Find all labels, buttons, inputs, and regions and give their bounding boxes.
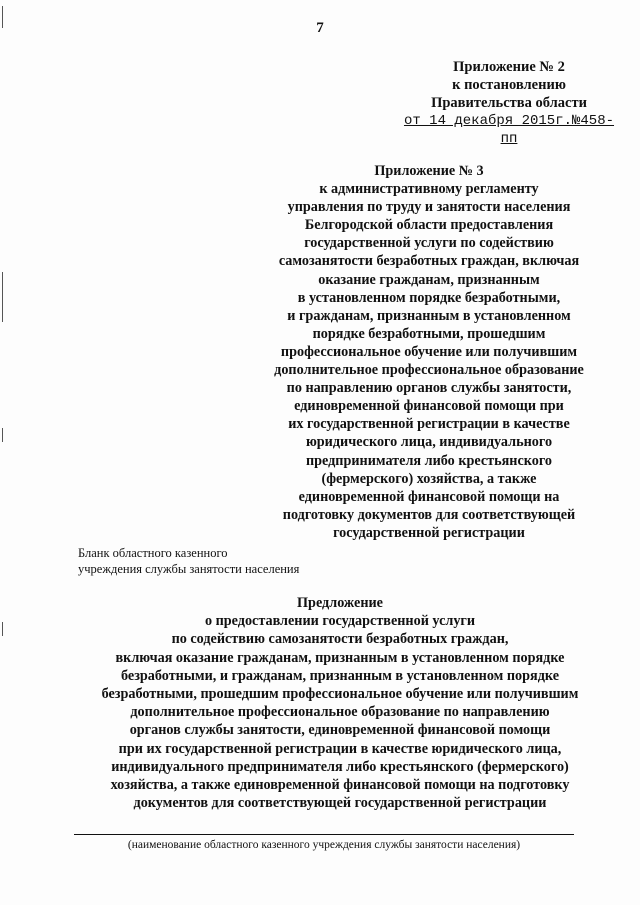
annex-3-line: юридического лица, индивидуального: [305, 434, 553, 451]
annex-3-line: подготовку документов для соответствующей: [282, 506, 576, 523]
annex-3-line: Приложение № 3: [374, 163, 484, 179]
annex-2-line: Приложение № 2: [453, 59, 565, 75]
page-number: 7: [316, 20, 324, 36]
proposal-line: безработными, прошедшим профессиональное обучение или получившим: [101, 686, 579, 703]
annex-3-line: управления по труду и занятости населения: [287, 199, 571, 216]
annex-3-line: их государственной регистрации в качестве: [288, 416, 570, 433]
signature-line: [74, 834, 574, 835]
proposal-line: по содействию самозанятости безработных граждан,: [171, 631, 509, 648]
proposal-line: безработными, и гражданам, признанным в установленном порядке: [121, 667, 559, 684]
proposal-line: дополнительное профессиональное образование по направлению: [130, 704, 550, 721]
proposal-line: индивидуального предпринимателя либо крестьянского (фермерского): [111, 758, 569, 775]
annex-2-header: [398, 58, 620, 148]
proposal-title: Предложение: [297, 595, 383, 611]
annex-3-line: единовременной финансовой помощи на: [298, 488, 560, 505]
proposal-line: хозяйства, а также единовременной финансовой помощи на подготовку: [110, 777, 570, 794]
annex-2-line: Правительства области: [431, 95, 587, 111]
annex-3-header: [248, 162, 610, 542]
letterhead-blank: [78, 545, 378, 577]
annex-3-line: порядке безработными, прошедшим: [312, 325, 546, 342]
proposal-line: при их государственной регистрации в качестве юридического лица,: [118, 740, 562, 757]
annex-3-line: по направлению органов службы занятости,: [286, 380, 572, 397]
blank-line: учреждения службы занятости населения: [78, 562, 300, 576]
annex-3-line: оказание гражданам, признанным: [318, 271, 540, 288]
proposal-line: о предоставлении государственной услуги: [204, 613, 476, 630]
annex-3-line: дополнительное профессиональное образование: [274, 362, 584, 379]
signature-caption: (наименование областного казенного учреждения службы занятости населения): [127, 839, 521, 851]
annex-3-line: единовременной финансовой помощи при: [294, 398, 564, 415]
proposal-line: документов для соответствующей государственной регистрации: [133, 795, 547, 812]
annex-3-line: государственной регистрации: [333, 524, 525, 541]
margin-mark: [2, 272, 3, 322]
annex-3-line: самозанятости безработных граждан, включая: [278, 253, 580, 270]
annex-3-line: профессиональное обучение или получившим: [280, 343, 578, 360]
annex-3-line: в установленном порядке безработными,: [297, 289, 561, 306]
proposal-line: включая оказание гражданам, признанным в установленном порядке: [115, 649, 565, 666]
proposal-block: [72, 594, 608, 812]
annex-3-line: (фермерского) хозяйства, а также: [321, 470, 537, 487]
proposal-line: органов службы занятости, единовременной финансовой помощи: [129, 722, 551, 739]
blank-line: Бланк областного казенного: [78, 546, 228, 560]
annex-3-line: к административному регламенту: [319, 181, 539, 198]
annex-3-line: Белгородской области предоставления: [304, 217, 554, 234]
annex-3-line: и гражданам, признанным в установленном: [287, 307, 571, 324]
annex-2-line: к постановлению: [452, 77, 566, 93]
margin-mark: [2, 428, 3, 442]
annex-2-date: от 14 декабря 2015г.№458-пп: [403, 113, 615, 147]
margin-mark: [2, 622, 3, 636]
annex-3-line: государственной услуги по содействию: [304, 235, 554, 252]
annex-3-line: предпринимателя либо крестьянского: [305, 452, 553, 469]
